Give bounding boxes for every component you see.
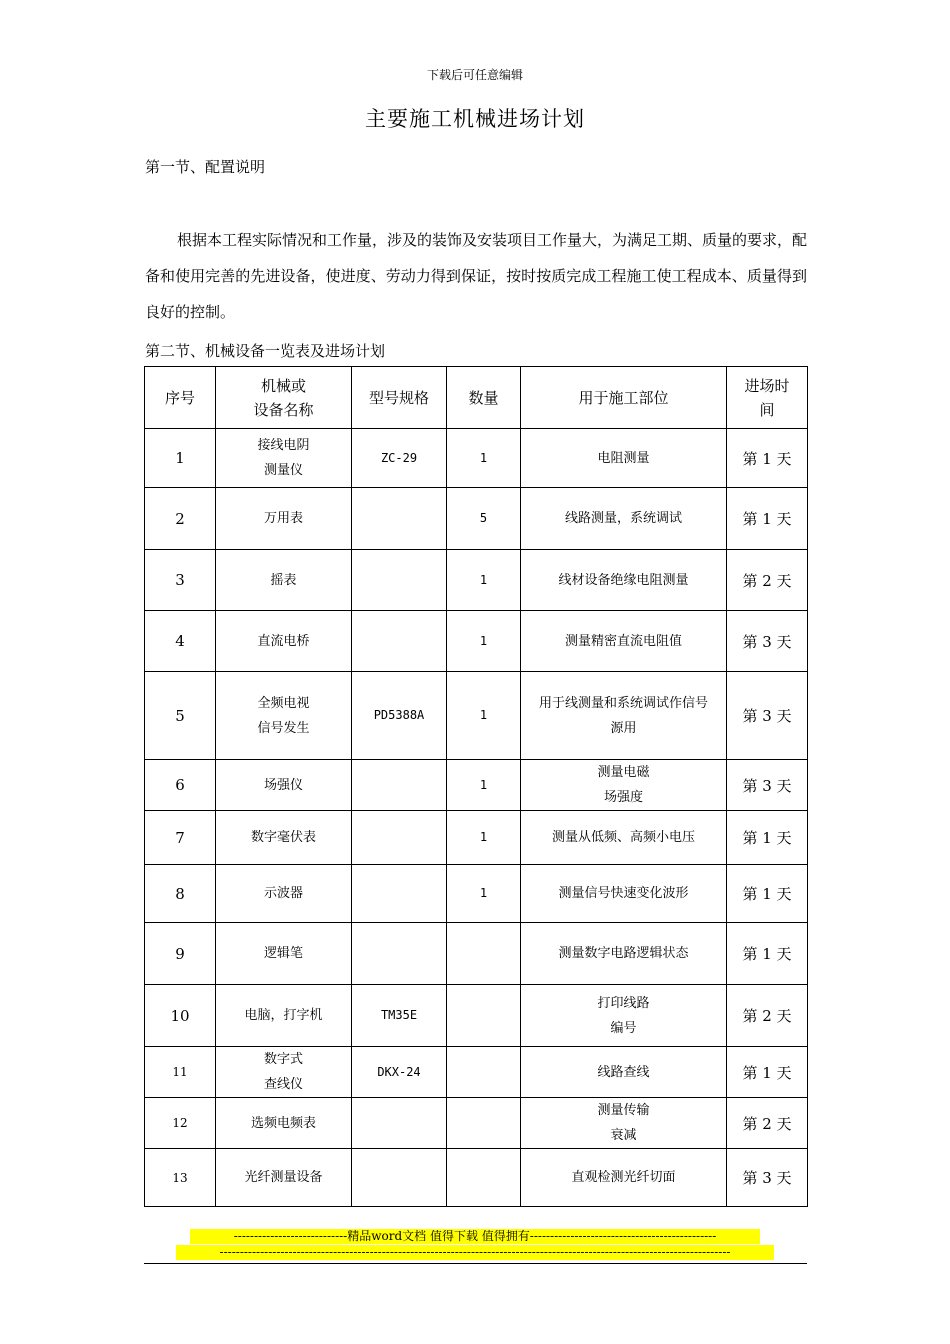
cell-qty-text: 5 — [479, 511, 488, 525]
section-heading-2: 第二节、机械设备一览表及进场计划 — [145, 342, 386, 360]
cell-use — [521, 760, 727, 811]
cell-no-text: 12 — [172, 1116, 188, 1130]
cell-no — [145, 1149, 216, 1207]
cell-no-text: 13 — [172, 1170, 188, 1185]
cell-time-text: 第 1 天 — [742, 1063, 792, 1082]
cell-name — [216, 550, 352, 611]
cell-name-text: 万用表 — [263, 511, 303, 526]
table-row — [145, 811, 808, 865]
header-model: 型号规格 — [352, 367, 447, 429]
cell-name-text: 接线电阴 — [257, 438, 310, 453]
cell-name-text: 测量仪 — [263, 463, 303, 478]
header-name — [216, 367, 352, 429]
cell-name-text: 直流电桥 — [257, 633, 310, 649]
cell-name-text: 示波器 — [263, 886, 303, 901]
cell-use-text: 测量电磁 — [597, 765, 650, 780]
cell-use-text: 源用 — [610, 720, 637, 736]
cell-name-text: 光纤测量设备 — [244, 1170, 323, 1185]
cell-time — [727, 429, 808, 488]
footer-dashes: ------------------------------------------------------------------------------------------------------------------------------ — [176, 1245, 774, 1260]
cell-model — [352, 550, 447, 611]
table-row — [145, 672, 808, 760]
cell-qty — [447, 865, 521, 923]
document-title: 主要施工机械进场计划 — [365, 107, 585, 131]
header-time-line1: 进场时 — [744, 376, 790, 395]
cell-use-text: 测量从低频、高频小电压 — [551, 830, 695, 845]
cell-use-text: 测量传输 — [597, 1103, 650, 1118]
cell-use-text: 用于线测量和系统调试作信号 — [538, 695, 708, 711]
cell-name — [216, 923, 352, 985]
cell-no — [145, 550, 216, 611]
cell-name — [216, 1149, 352, 1207]
cell-use-text: 编号 — [610, 1020, 637, 1036]
table-header-row — [145, 367, 808, 429]
cell-no-text: 9 — [175, 944, 185, 963]
cell-time — [727, 672, 808, 760]
cell-qty — [447, 672, 521, 760]
cell-time — [727, 1098, 808, 1149]
cell-qty-text: 1 — [479, 450, 488, 465]
table-row — [145, 1047, 808, 1098]
cell-no-text: 8 — [175, 884, 185, 903]
cell-no-text: 7 — [175, 828, 185, 847]
cell-use — [521, 811, 727, 865]
cell-time-text: 第 1 天 — [742, 449, 792, 468]
body-paragraph: 根据本工程实际情况和工作量，涉及的装饰及安装项目工作量大，为满足工期、质量的要求，配备和使用完善的先进设备，使进度、劳动力得到保证，按时按质完成工程施工使工程成本、质量得到良好的控制。 — [145, 231, 808, 321]
cell-use-text: 线路测量，系统调试 — [564, 511, 682, 526]
table-row — [145, 760, 808, 811]
cell-name-text: 选频电频表 — [250, 1115, 316, 1131]
cell-qty — [447, 811, 521, 865]
cell-name — [216, 985, 352, 1047]
cell-name-text: 场强仪 — [263, 777, 303, 793]
cell-no — [145, 1098, 216, 1149]
cell-time — [727, 923, 808, 985]
cell-qty-text: 1 — [479, 633, 488, 648]
cell-use — [521, 672, 727, 760]
cell-use-text: 直观检测光纤切面 — [571, 1170, 676, 1185]
cell-qty — [447, 611, 521, 672]
cell-time — [727, 1149, 808, 1207]
cell-no-text: 3 — [175, 571, 185, 589]
cell-use-text: 打印线路 — [597, 995, 650, 1011]
cell-no — [145, 811, 216, 865]
cell-use — [521, 1047, 727, 1098]
table-row — [145, 550, 808, 611]
cell-time — [727, 865, 808, 923]
cell-time-text: 第 1 天 — [742, 945, 792, 963]
header-qty: 数量 — [447, 367, 521, 429]
cell-no — [145, 985, 216, 1047]
cell-qty — [447, 429, 521, 488]
cell-name-text: 逻辑笔 — [263, 946, 303, 961]
cell-name — [216, 865, 352, 923]
cell-time-text: 第 1 天 — [742, 510, 792, 528]
cell-no-text: 6 — [175, 776, 185, 794]
cell-name-text: 电脑，打字机 — [244, 1008, 323, 1023]
cell-use-text: 测量精密直流电阻值 — [564, 633, 682, 649]
footer-rule — [144, 1263, 807, 1264]
cell-name-text: 摇表 — [270, 572, 297, 588]
cell-no — [145, 865, 216, 923]
cell-qty-text: 1 — [479, 830, 488, 844]
footer-banner: ----------------------------精品word文档 值得下载 值得拥有---------------------------------------------- — [190, 1229, 760, 1244]
cell-no-text: 1 — [175, 449, 185, 467]
table-row — [145, 1149, 808, 1207]
header-no: 序号 — [145, 367, 216, 429]
cell-name-text: 数字毫伏表 — [250, 830, 316, 845]
header-time — [727, 367, 808, 429]
cell-qty — [447, 1149, 521, 1207]
cell-name — [216, 611, 352, 672]
cell-no-text: 10 — [170, 1006, 190, 1025]
cell-use-text: 衰减 — [610, 1128, 637, 1143]
cell-time-text: 第 2 天 — [742, 1007, 792, 1025]
cell-qty — [447, 985, 521, 1047]
cell-no — [145, 429, 216, 488]
cell-use — [521, 985, 727, 1047]
cell-no — [145, 1047, 216, 1098]
cell-time — [727, 1047, 808, 1098]
cell-name-text: 数字式 — [263, 1052, 303, 1067]
table-row — [145, 611, 808, 672]
cell-no — [145, 611, 216, 672]
cell-name-text: 查线仪 — [263, 1077, 303, 1092]
cell-qty — [447, 1098, 521, 1149]
cell-no — [145, 923, 216, 985]
cell-time-text: 第 1 天 — [742, 885, 792, 903]
equipment-table — [144, 366, 808, 1207]
cell-use — [521, 1098, 727, 1149]
cell-model — [352, 429, 447, 488]
cell-time — [727, 760, 808, 811]
table-row — [145, 429, 808, 488]
cell-model — [352, 1098, 447, 1149]
cell-qty — [447, 760, 521, 811]
cell-use — [521, 1149, 727, 1207]
cell-model — [352, 488, 447, 550]
cell-time — [727, 611, 808, 672]
cell-name-text: 全频电视 — [257, 695, 310, 711]
cell-model — [352, 611, 447, 672]
table-row — [145, 985, 808, 1047]
cell-name — [216, 488, 352, 550]
cell-no-text: 11 — [172, 1065, 188, 1079]
cell-model — [352, 1149, 447, 1207]
cell-time — [727, 488, 808, 550]
table-row — [145, 923, 808, 985]
cell-use — [521, 429, 727, 488]
cell-qty-text: 1 — [479, 777, 488, 792]
cell-name — [216, 760, 352, 811]
cell-model-text: DKX-24 — [377, 1064, 421, 1079]
cell-name — [216, 672, 352, 760]
cell-time — [727, 811, 808, 865]
header-time-line2: 间 — [759, 400, 775, 419]
cell-use-text: 电阻测量 — [597, 450, 650, 466]
cell-time — [727, 985, 808, 1047]
cell-model-text: ZC-29 — [380, 450, 418, 465]
cell-name — [216, 429, 352, 488]
cell-time-text: 第 3 天 — [742, 776, 792, 795]
cell-qty-text: 1 — [479, 886, 488, 900]
cell-model-text: PD5388A — [373, 708, 425, 722]
cell-model — [352, 672, 447, 760]
cell-model — [352, 760, 447, 811]
cell-time — [727, 550, 808, 611]
cell-use — [521, 488, 727, 550]
cell-model — [352, 923, 447, 985]
cell-no-text: 5 — [175, 706, 185, 725]
header-note: 下载后可任意编辑 — [426, 68, 523, 82]
cell-qty-text: 1 — [479, 708, 488, 722]
cell-name — [216, 1047, 352, 1098]
table-row — [145, 865, 808, 923]
cell-model — [352, 811, 447, 865]
header-name-line2: 设备名称 — [253, 400, 314, 419]
cell-model — [352, 865, 447, 923]
cell-qty — [447, 923, 521, 985]
cell-use — [521, 865, 727, 923]
cell-no-text: 4 — [175, 632, 185, 650]
cell-time-text: 第 3 天 — [742, 707, 792, 725]
cell-use-text: 测量信号快速变化波形 — [558, 886, 689, 901]
section-heading-1: 第一节、配置说明 — [145, 158, 266, 176]
cell-model-text: TM35E — [380, 1008, 418, 1022]
header-name-line1: 机械或 — [260, 376, 306, 395]
cell-time-text: 第 2 天 — [742, 1114, 792, 1133]
cell-name — [216, 1098, 352, 1149]
cell-no — [145, 760, 216, 811]
cell-no-text: 2 — [175, 509, 185, 528]
table-row — [145, 1098, 808, 1149]
cell-qty-text: 1 — [479, 572, 488, 587]
table-row — [145, 488, 808, 550]
cell-name-text: 信号发生 — [257, 720, 310, 736]
header-use: 用于施工部位 — [521, 367, 727, 429]
cell-use-text: 线路查线 — [597, 1064, 650, 1080]
cell-use-text: 线材设备绝缘电阻测量 — [558, 572, 689, 588]
cell-use-text: 测量数字电路逻辑状态 — [558, 946, 689, 961]
cell-model — [352, 1047, 447, 1098]
cell-use — [521, 611, 727, 672]
cell-qty — [447, 1047, 521, 1098]
cell-time-text: 第 3 天 — [742, 632, 792, 651]
cell-time-text: 第 3 天 — [742, 1169, 792, 1187]
cell-use — [521, 923, 727, 985]
cell-no — [145, 488, 216, 550]
cell-qty — [447, 550, 521, 611]
cell-use — [521, 550, 727, 611]
cell-name — [216, 811, 352, 865]
cell-no — [145, 672, 216, 760]
cell-qty — [447, 488, 521, 550]
cell-model — [352, 985, 447, 1047]
cell-time-text: 第 1 天 — [742, 829, 792, 847]
cell-use-text: 场强度 — [603, 790, 643, 805]
cell-time-text: 第 2 天 — [742, 571, 792, 590]
